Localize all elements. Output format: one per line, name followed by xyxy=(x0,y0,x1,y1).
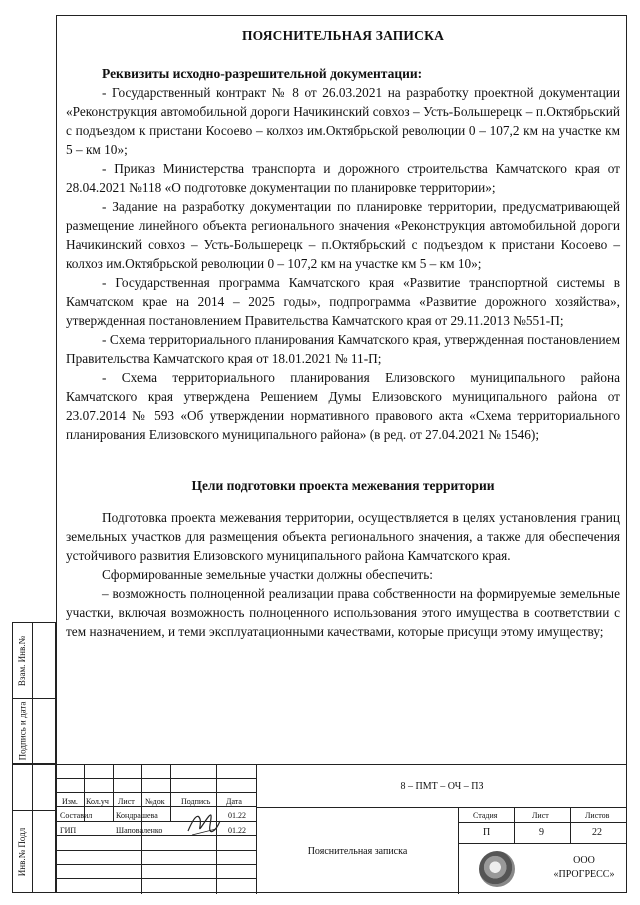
date-composer: 01.22 xyxy=(228,811,246,820)
header-izm: Изм. xyxy=(62,797,78,806)
header-list: Лист xyxy=(118,797,135,806)
role-gip: ГИП xyxy=(60,826,77,835)
company-block xyxy=(459,844,627,894)
goals-paragraph: – возможность полноценной реализации права собственности на формируемые земельные участки, включая возможность полноценного использования этого имущества в соответствии с тем назначением, и теми эксплуатационными качествами, которые присущи этому имуществу; xyxy=(66,586,620,639)
signature-icon xyxy=(186,809,222,839)
requisite-item: - Государственный контракт № 8 от 26.03.2021 на разработку проектной документации «Реконструкция автомобильной дороги Начикинский совхоз – Усть-Большерецк – п.Октябрьский с подъездом к пристани Косоево – колхоз им.Октябрьской революции 0 – 107,2 км на участке км 5 – км 10»; xyxy=(66,85,620,157)
requisite-item: - Схема территориального планирования Камчатского края, утвержденная постановлением Правительства Камчатского края от 18.01.2021 № 11-П; xyxy=(66,332,620,366)
side-cell-empty xyxy=(13,765,55,811)
company-line-2: «ПРОГРЕСС» xyxy=(553,869,615,880)
sheet-header: Лист xyxy=(532,811,549,820)
stage-table xyxy=(459,808,627,844)
side-cell-inv xyxy=(13,811,55,892)
document-name: Пояснительная записка xyxy=(256,808,459,894)
requisite-item: - Схема территориального планирования Елизовского муниципального района Камчатского края утверждена Решением Думы Елизовского муниципального района от 23.07.2014 № 593 «Об утверждении нормативного правового акта «Схема территориального планирования Елизовского муниципального района» (в ред. от 27.04.2021 № 1546); xyxy=(66,370,620,442)
title-block-grid xyxy=(56,765,256,894)
side-cell-vzam xyxy=(13,623,55,699)
side-cell-podpis xyxy=(13,699,55,763)
goals-paragraph: Подготовка проекта межевания территории, осуществляется в целях установления границ земельных участков для размещения объекта регионального значения, а также для обеспечения устойчивого развития Елизовского муниципального района Камчатского края. xyxy=(66,510,620,563)
side-label-vzam: Взам. Инв.№ xyxy=(17,635,28,686)
side-label-inv: Инв.№ Подл xyxy=(17,827,28,876)
header-kol: Кол.уч xyxy=(86,797,109,806)
role-composer: Составил xyxy=(60,811,93,820)
header-data: Дата xyxy=(226,797,242,806)
goals-title: Цели подготовки проекта межевания территории xyxy=(191,478,495,493)
company-logo-icon xyxy=(479,851,515,887)
sheet-value: 9 xyxy=(539,827,544,838)
side-stamp-upper xyxy=(12,622,56,764)
person-composer: Кондрашева xyxy=(116,811,158,820)
document-title: ПОЯСНИТЕЛЬНАЯ ЗАПИСКА xyxy=(241,28,445,43)
title-block xyxy=(56,764,627,893)
date-gip: 01.22 xyxy=(228,826,246,835)
document-code: 8 – ПМТ – ОЧ – ПЗ xyxy=(256,765,627,808)
requisite-item: - Государственная программа Камчатского края «Развитие транспортной системы в Камчатском крае на 2014 – 2025 годы», подпрограмма «Развитие дорожного хозяйства», утвержденная постановлением Правительства Камчатского края от 29.11.2013 №551-П; xyxy=(66,275,620,328)
requisite-item: - Задание на разработку документации по планировке территории, предусматривающей размещение линейного объекта регионального значения «Реконструкция автомобильной дороги Начикинский совхоз – Усть-Большерецк – п.Октябрьский с подъездом к пристани Косоево – колхоз им.Октябрьской революции 0 – 107,2 км на участке км 5 – км 10»; xyxy=(66,199,620,271)
header-podpis: Подпись xyxy=(181,797,211,806)
sheets-value: 22 xyxy=(592,827,602,838)
stage-value: П xyxy=(483,827,491,838)
side-stamp-lower xyxy=(12,764,56,893)
requisite-item: - Приказ Министерства транспорта и дорожного строительства Камчатского края от 28.04.2021 №118 «О подготовке документации по планировке территории»; xyxy=(66,161,620,195)
sheets-header: Листов xyxy=(585,811,610,820)
goals-paragraph: Сформированные земельные участки должны обеспечить: xyxy=(102,567,433,582)
header-ndok: №док xyxy=(145,797,165,806)
person-gip: Шаповаленко xyxy=(116,826,163,835)
side-label-podpis: Подпись и дата xyxy=(17,701,28,761)
company-line-1: ООО xyxy=(573,855,595,866)
requisites-heading: Реквизиты исходно-разрешительной документации: xyxy=(102,66,423,81)
stage-header: Стадия xyxy=(473,811,498,820)
document-body xyxy=(66,24,620,641)
